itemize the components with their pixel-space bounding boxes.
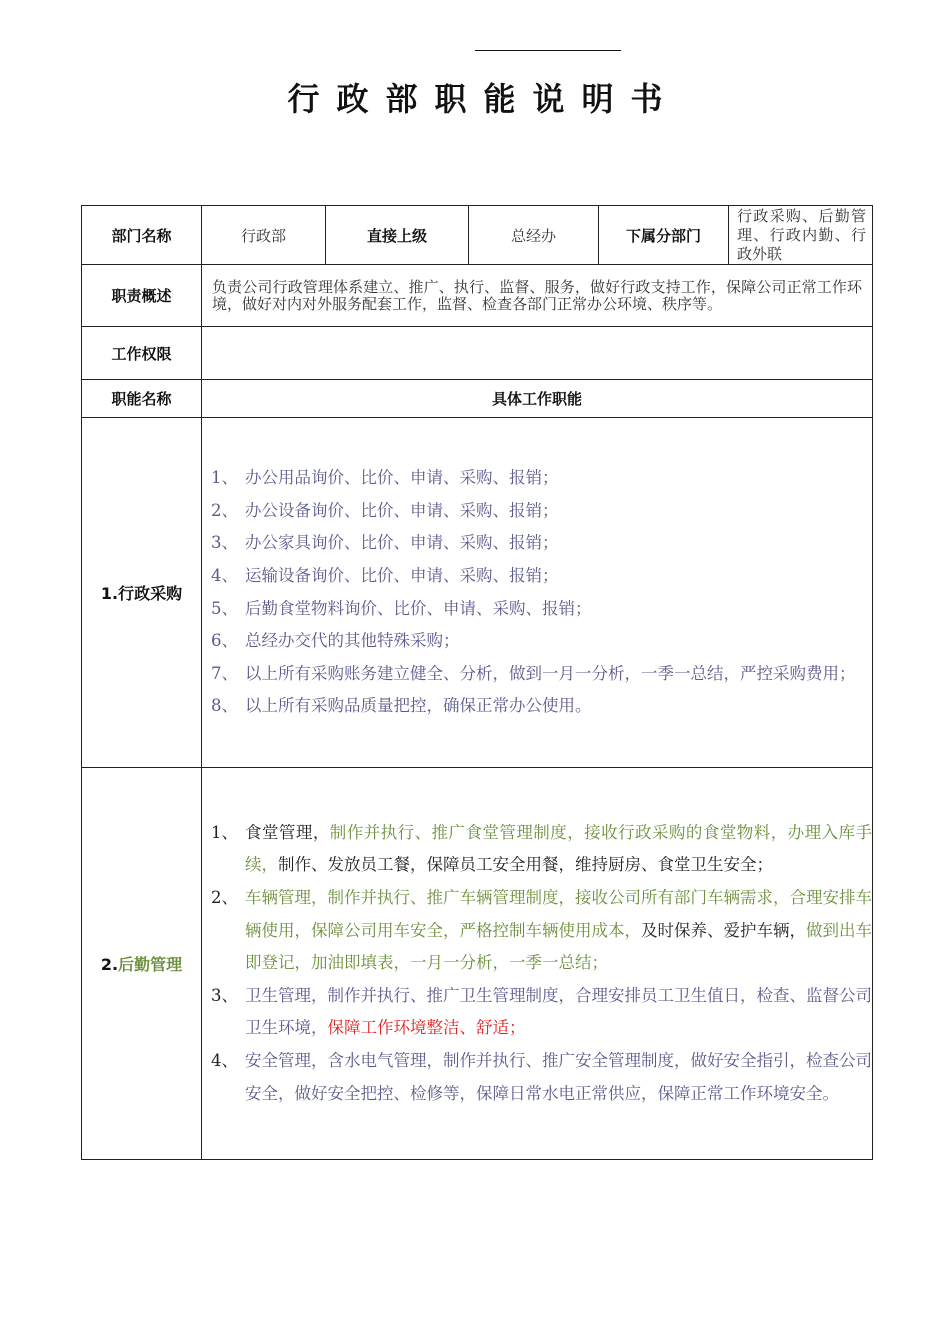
list-item: 1、 办公用品询价、比价、申请、采购、报销； <box>211 468 559 488</box>
duty-name-label: 职能名称 <box>82 380 202 418</box>
list-item: 5、 后勤食堂物料询价、比价、申请、采购、报销； <box>211 598 592 618</box>
list-item: 2、 车辆管理，制作并执行、推广车辆管理制度，接收公司所有部门车辆需求，合理安排车辆使用，保障公司用车安全，严格控制车辆使用成本，及时保养、爱护车辆，做到出车即登记，加油即填表，一月一分析，一季一总结； <box>211 888 872 973</box>
page-title: 行政部职能说明书 <box>287 80 680 118</box>
list-item: 3、 办公家具询价、比价、申请、采购、报销； <box>211 533 559 553</box>
superior-label: 直接上级 <box>326 206 469 265</box>
duty-content-label: 具体工作职能 <box>202 380 873 418</box>
list-item: 1、 食堂管理，制作并执行、推广食堂管理制度，接收行政采购的食堂物料，办理入库手续，制作、发放员工餐，保障员工安全用餐，维持厨房、食堂卫生安全； <box>211 822 873 875</box>
list-item: 8、 以上所有采购品质量把控，确保正常办公使用。 <box>211 696 592 716</box>
function-table <box>81 205 873 1160</box>
summary-text: 负责公司行政管理体系建立、推广、执行、监督、服务，做好行政支持工作，保障公司正常工作环境，做好对内对外服务配套工作，监督、检查各部门正常办公环境、秩序等。 <box>202 265 873 327</box>
authority-label: 工作权限 <box>82 327 202 380</box>
list-item: 4、 安全管理，含水电气管理，制作并执行、推广安全管理制度，做好安全指引，检查公司安全，做好安全把控、检修等，保障日常水电正常供应，保障正常工作环境安全。 <box>211 1050 872 1103</box>
dept-name-value: 行政部 <box>202 206 326 265</box>
list-item: 2、 办公设备询价、比价、申请、采购、报销； <box>211 500 559 520</box>
dept-name-label: 部门名称 <box>82 206 202 265</box>
summary-label: 职责概述 <box>82 265 202 327</box>
list-item: 6、 总经办交代的其他特殊采购； <box>211 631 460 651</box>
subdept-label: 下属分部门 <box>599 206 729 265</box>
logistics-duties <box>202 768 873 1160</box>
list-item: 4、 运输设备询价、比价、申请、采购、报销； <box>211 565 559 585</box>
procurement-duties <box>202 418 873 768</box>
section-procurement <box>82 418 873 768</box>
authority-text <box>202 327 873 380</box>
list-item: 7、 以上所有采购账务建立健全、分析，做到一月一分析，一季一总结，严控采购费用； <box>211 663 856 683</box>
authority-row <box>82 327 873 380</box>
header-row <box>82 206 873 265</box>
logistics-list <box>202 817 872 1110</box>
procurement-list <box>202 462 872 723</box>
list-item: 3、 卫生管理，制作并执行、推广卫生管理制度，合理安排员工卫生值日，检查、监督公司卫生环境，保障工作环境整洁、舒适； <box>211 985 872 1038</box>
summary-row <box>82 265 873 327</box>
section-label-logistics: 2.后勤管理 <box>82 768 202 1160</box>
superior-value: 总经办 <box>469 206 599 265</box>
subdept-value: 行政采购、后勤管理、行政内勤、行政外联 <box>729 206 873 265</box>
section-logistics <box>82 768 873 1160</box>
duty-header-row <box>82 380 873 418</box>
section-label-procurement: 1.行政采购 <box>82 418 202 768</box>
title-rule <box>475 50 621 51</box>
